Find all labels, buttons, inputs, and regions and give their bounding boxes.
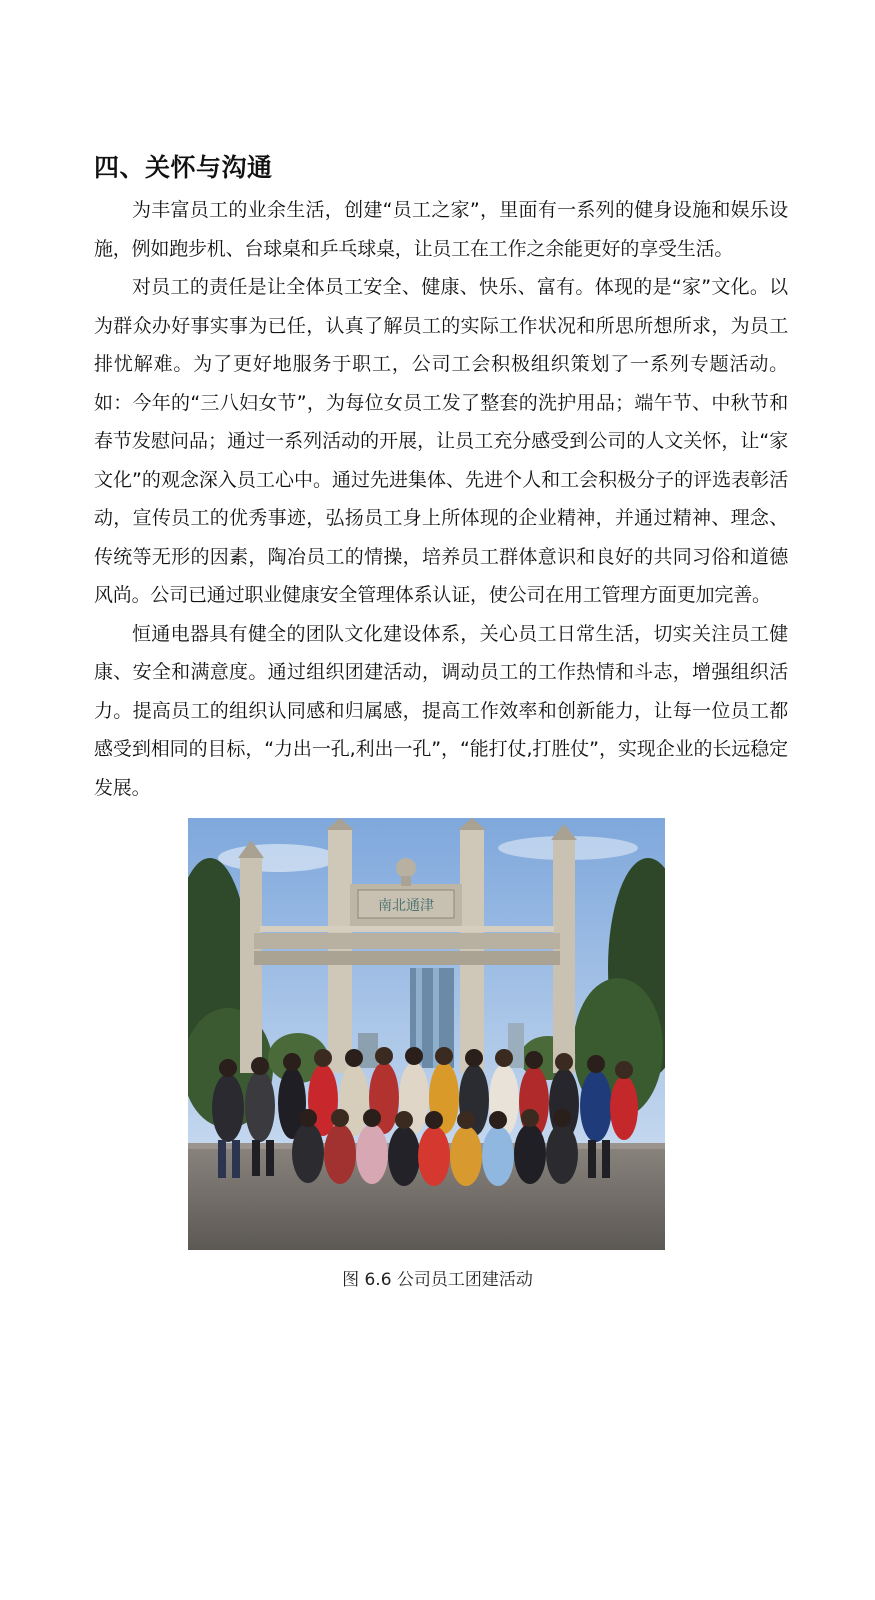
team-building-photo (188, 818, 665, 1250)
section-heading: 四、关怀与沟通 (94, 153, 273, 182)
gate-inscription: 南北通津 (378, 898, 434, 914)
paragraph-employee-care: 对员工的责任是让全体员工安全、健康、快乐、富有。体现的是“家”文化。以为群众办好事实事为已任，认真了解员工的实际工作状况和所思所想所求，为员工排忧解难。为了更好地服务于职工，公司工会积极组织策划了一系列专题活动。如：今年的“三八妇女节”，为每位女员工发了整套的洗护用品；端午节、中秋节和春节发慰问品；通过一系列活动的开展，让员工充分感受到公司的人文关怀，让“家文化”的观念深入员工心中。通过先进集体、先进个人和工会积极分子的评选表彰活动，宣传员工的优秀事迹，弘扬员工身上所体现的企业精神，并通过精神、理念、传统等无形的因素，陶冶员工的情操，培养员工群体意识和良好的共同习俗和道德风尚。公司已通过职业健康安全管理体系认证，使公司在用工管理方面更加完善。 (94, 276, 788, 606)
body-text (94, 191, 788, 807)
paragraph-team-culture: 恒通电器具有健全的团队文化建设体系，关心员工日常生活，切实关注员工健康、安全和满意度。通过组织团建活动，调动员工的工作热情和斗志，增强组织活力。提高员工的组织认同感和归属感，提高工作效率和创新能力，让每一位员工都感受到相同的目标，“力出一孔,利出一孔”，“能打仗,打胜仗”，实现企业的长远稳定发展。 (94, 622, 788, 799)
figure-caption: 图 6.6 公司员工团建活动 (342, 1270, 533, 1290)
paragraph-employee-home: 为丰富员工的业余生活，创建“员工之家”，里面有一系列的健身设施和娱乐设施，例如跑步机、台球桌和乒乓球桌，让员工在工作之余能更好的享受生活。 (94, 199, 788, 260)
